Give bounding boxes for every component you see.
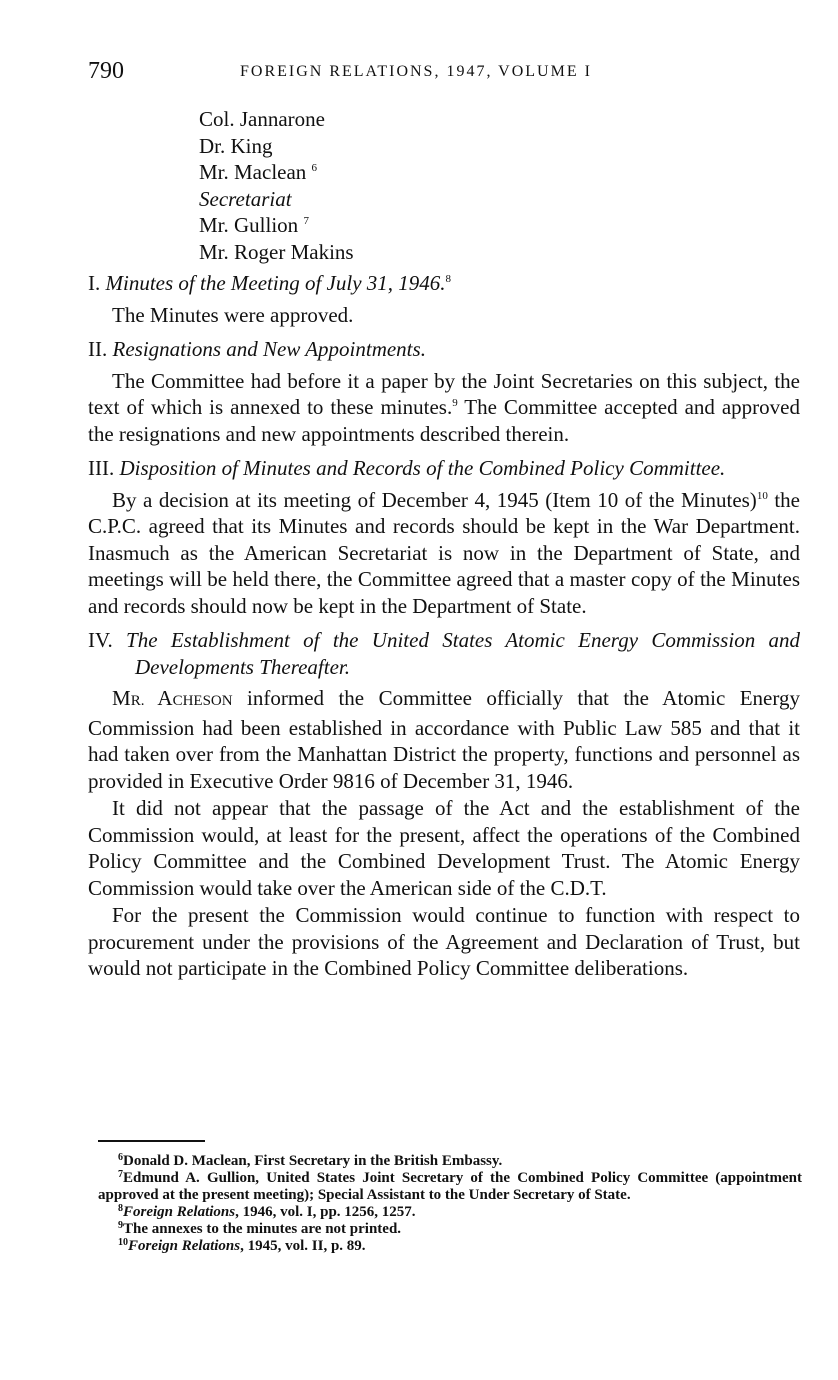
section-4-para-1-text: informed the Committee officially that the Atomic Energy Commission had been established in accordance with Public Law 585 and that it had taken over from the Manhattan District the property, functions and personnel as provided in Executive Order 9816 of December 31, 1946. xyxy=(88,686,800,793)
section-3-text-b: the C.P.C. agreed that its Minutes and records should be kept in the War Department. Inasmuch as the American Secretariat is now in the Department of State, and meetings will be held there, the Committee agreed that a master copy of the Minutes and records should now be kept in the Department of State. xyxy=(88,487,800,618)
footnote-ref-9: 9 xyxy=(452,397,458,409)
footnote-6-number: 6 xyxy=(118,1152,123,1163)
speaker-name-rest: CHESON xyxy=(172,693,233,709)
footnotes xyxy=(98,1153,802,1255)
section-2-text-b: The Committee accepted and approved the resignations and new appointments described therein. xyxy=(88,395,800,446)
section-2-title: Resignations and New Appointments. xyxy=(112,337,426,361)
page-number: 790 xyxy=(88,58,124,84)
footnote-10-title: Foreign Relations xyxy=(128,1238,241,1254)
footnote-8 xyxy=(98,1204,802,1221)
secretariat-label: Secretariat xyxy=(199,186,292,211)
attendee-maclean-name: Mr. Maclean xyxy=(199,160,307,184)
section-3-text xyxy=(88,487,800,620)
footnote-ref-6: 6 xyxy=(311,162,318,174)
attendee-gullion-name: Mr. Gullion xyxy=(199,213,299,237)
footnote-10-text: , 1945, vol. II, p. 89. xyxy=(240,1238,366,1254)
running-head: FOREIGN RELATIONS, 1947, VOLUME I xyxy=(240,63,592,80)
attendee-jannarone: Col. Jannarone xyxy=(199,107,325,131)
attendee-gullion xyxy=(199,212,800,239)
section-4-numeral: IV. xyxy=(88,628,113,652)
section-3-numeral: III. xyxy=(88,456,115,480)
footnote-10-number: 10 xyxy=(118,1237,128,1248)
section-4-para-3: For the present the Commission would continue to function with respect to procurement under the provisions of the Agreement and Declaration of Trust, but would not participate in the Combined Policy Committee deliberations. xyxy=(88,903,800,980)
footnote-10 xyxy=(98,1238,802,1255)
section-3-title: Disposition of Minutes and Records of the Combined Policy Committee. xyxy=(119,456,726,480)
footnote-8-number: 8 xyxy=(118,1203,123,1214)
footnote-ref-10: 10 xyxy=(756,489,768,502)
section-4-para-2: It did not appear that the passage of the Act and the establishment of the Commission would, at least for the present, affect the operations of the Combined Policy Committee and the Combined Development Trust. The Atomic Energy Commission would take over the American side of the C.D.T. xyxy=(88,796,800,900)
speaker-title-initial: M xyxy=(112,686,131,710)
footnote-6-text: Donald D. Maclean, First Secretary in the British Embassy. xyxy=(123,1153,503,1169)
section-3-heading xyxy=(88,455,800,482)
footnote-ref-7: 7 xyxy=(303,215,309,227)
footnote-9-number: 9 xyxy=(118,1220,123,1231)
document-body xyxy=(88,106,800,982)
footnote-7 xyxy=(98,1170,802,1204)
section-4-title: The Establishment of the United States Atomic Energy Commission and Developments Thereafter. xyxy=(126,628,801,679)
section-1-title: Minutes of the Meeting of July 31, 1946. xyxy=(105,271,446,295)
footnote-6 xyxy=(98,1153,802,1170)
footnote-divider xyxy=(98,1140,205,1142)
section-4-para-1 xyxy=(88,685,800,794)
footnote-8-text: , 1946, vol. I, pp. 1256, 1257. xyxy=(235,1204,416,1220)
section-3-text-a: By a decision at its meeting of December 4, 1945 (Item 10 of the Minutes) xyxy=(112,487,757,512)
section-1-text: The Minutes were approved. xyxy=(112,302,354,327)
footnote-9-text: The annexes to the minutes are not printed. xyxy=(123,1221,402,1237)
section-2-text xyxy=(88,368,800,448)
section-1-heading xyxy=(88,270,800,297)
footnote-9 xyxy=(98,1221,802,1238)
footnote-7-number: 7 xyxy=(118,1169,123,1180)
attendee-maclean xyxy=(199,159,800,186)
speaker-title-rest: R. xyxy=(130,693,158,709)
attendee-king: Dr. King xyxy=(199,133,273,158)
section-1-numeral: I. xyxy=(88,271,101,295)
section-2-text-a: The Committee had before it a paper by the Joint Secretaries on this subject, the text of which is annexed to these minutes. xyxy=(88,368,800,419)
speaker-name-initial: A xyxy=(157,686,173,710)
page-header xyxy=(88,58,800,88)
footnote-ref-8: 8 xyxy=(445,273,452,285)
attendee-makins: Mr. Roger Makins xyxy=(199,239,354,264)
footnote-8-title: Foreign Relations xyxy=(123,1204,236,1220)
section-2-heading xyxy=(88,336,800,363)
section-4-heading xyxy=(88,627,800,680)
section-2-numeral: II. xyxy=(88,337,108,361)
footnote-7-text: Edmund A. Gullion, United States Joint Secretary of the Combined Policy Committee (appointment approved at the present meeting); Special Assistant to the Under Secretary of State. xyxy=(98,1170,802,1203)
attendee-list xyxy=(199,106,800,265)
